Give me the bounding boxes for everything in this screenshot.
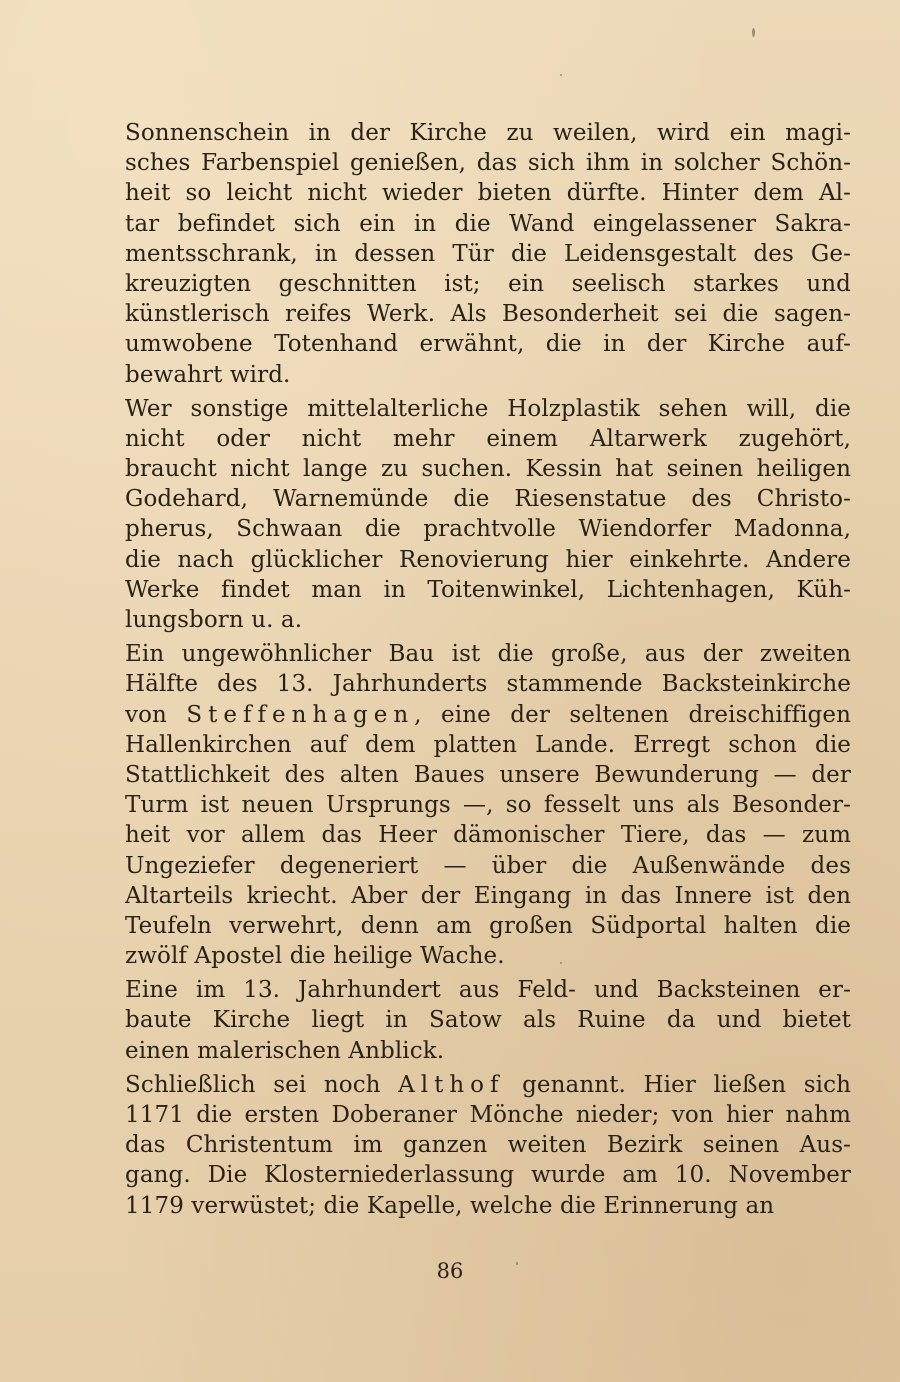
text-line: 1171 die ersten Doberaner Mönche nieder; von hier nahm — [125, 1102, 851, 1128]
text-line: Werke findet man in Toitenwinkel, Lichtenhagen, Küh- — [125, 576, 851, 603]
paragraph — [125, 118, 851, 390]
text-line: die nach glücklicher Renovierung hier einkehrte. Andere — [125, 546, 851, 573]
text-line: lungsborn u. a. — [125, 607, 303, 633]
text-segment: von — [125, 701, 187, 728]
text-line: Ein ungewöhnlicher Bau ist die große, aus der zweiten — [125, 641, 851, 668]
text-line: künstlerisch reifes Werk. Als Besonderheit sei die sagen- — [125, 301, 851, 328]
paper-speck — [752, 28, 755, 37]
paragraph — [125, 1070, 851, 1221]
text-line: heit so leicht nicht wieder bieten dürfte. Hinter dem Al- — [125, 180, 851, 207]
text-line: kreuzigten geschnitten ist; ein seelisch starkes und — [125, 270, 851, 297]
text-line: Wer sonstige mittelalterliche Holzplastik sehen will, die — [125, 395, 851, 422]
text-segment: , eine der seltenen dreischiffigen — [414, 701, 851, 728]
text-line: das Christentum im ganzen weiten Bezirk seinen Aus- — [125, 1132, 851, 1159]
text-line: Hälfte des 13. Jahrhunderts stammende Backsteinkirche — [125, 671, 851, 698]
text-line: mentsschrank, in dessen Tür die Leidensgestalt des Ge- — [125, 240, 851, 267]
text-line: Ungeziefer degeneriert — über die Außenwände des — [125, 852, 851, 879]
text-line: sches Farbenspiel genießen, das sich ihm in solcher Schön- — [125, 150, 851, 177]
text-line: heit vor allem das Heer dämonischer Tiere, das — zum — [125, 822, 851, 849]
text-line: Teufeln verwehrt, denn am großen Südportal halten die — [125, 912, 851, 939]
text-line: umwobene Totenhand erwähnt, die in der Kirche auf- — [125, 331, 851, 358]
text-line: pherus, Schwaan die prachtvolle Wiendorfer Madonna, — [125, 516, 851, 543]
text-line: Sonnenschein in der Kirche zu weilen, wird ein magi- — [125, 120, 851, 146]
paragraph — [125, 639, 851, 971]
page-number: 86 — [436, 1259, 464, 1283]
text-line: Stattlichkeit des alten Baues unsere Bewunderung — der — [125, 761, 851, 788]
paragraph — [125, 975, 851, 1066]
text-line: einen malerischen Anblick. — [125, 1037, 445, 1064]
text-line: bewahrt wird. — [125, 361, 291, 388]
paper-speck — [560, 74, 562, 76]
text-line: Altarteils kriecht. Aber der Eingang in das Innere ist den — [125, 882, 851, 909]
text-line: braucht nicht lange zu suchen. Kessin hat seinen heiligen — [125, 456, 851, 483]
paper-speck — [560, 962, 562, 964]
body-text — [125, 118, 851, 1225]
text-line: Turm ist neuen Ursprungs —, so fesselt uns als Besonder- — [125, 792, 851, 819]
text-line: Godehard, Warnemünde die Riesenstatue des Christo- — [125, 486, 851, 513]
text-line: baute Kirche liegt in Satow als Ruine da und bietet — [125, 1007, 851, 1034]
text-line: Eine im 13. Jahrhundert aus Feld- und Backsteinen er- — [125, 977, 851, 1004]
paragraph — [125, 394, 851, 636]
text-segment: genannt. Hier ließen sich — [504, 1071, 852, 1098]
text-line: tar befindet sich ein in die Wand eingelassener Sakra- — [125, 210, 851, 237]
text-line: gang. Die Klosterniederlassung wurde am 10. November — [125, 1162, 851, 1189]
paper-speck — [516, 1262, 518, 1265]
text-segment: Schließlich sei noch — [125, 1071, 399, 1098]
text-line: nicht oder nicht mehr einem Altarwerk zugehört, — [125, 425, 851, 452]
spaced-place-name: Steffenhagen — [186, 701, 415, 728]
text-line — [125, 700, 851, 730]
spaced-place-name: Althof — [398, 1071, 505, 1098]
text-line: zwölf Apostel die heilige Wache. — [125, 943, 505, 970]
text-line: 1179 verwüstet; die Kapelle, welche die Erinnerung an — [125, 1192, 775, 1219]
text-line — [125, 1070, 851, 1100]
text-line: Hallenkirchen auf dem platten Lande. Erregt schon die — [125, 731, 851, 758]
